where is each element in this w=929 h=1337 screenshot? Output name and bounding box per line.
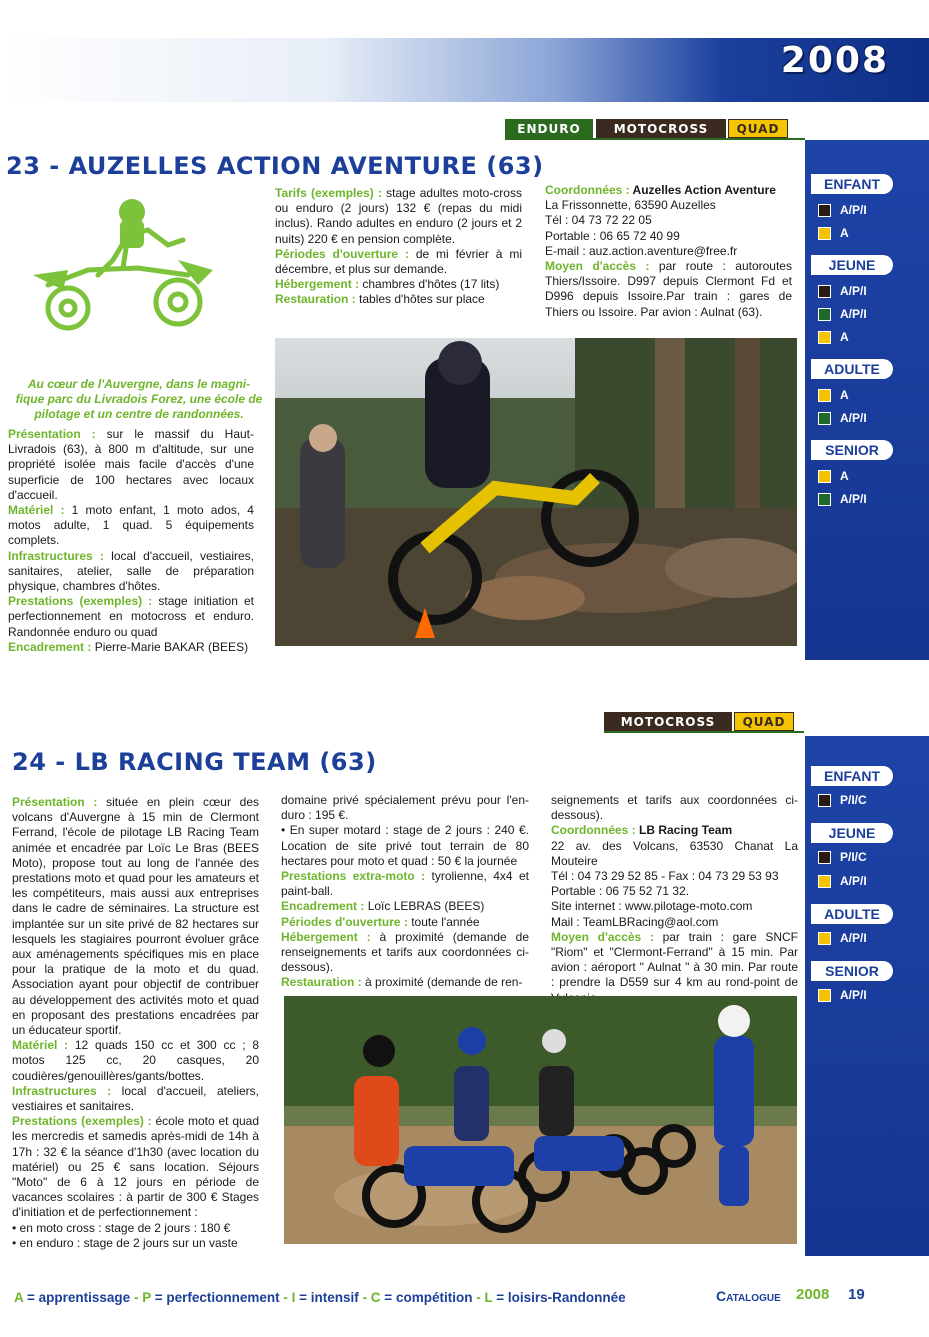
- field-label: Encadrement :: [281, 899, 365, 914]
- level-code: P/I/C: [840, 850, 867, 864]
- paragraph: [8, 549, 254, 595]
- field-value: E-mail : auz.action.aventure@free.fr: [545, 243, 738, 258]
- page-number: 19: [848, 1286, 865, 1303]
- level-color-box: [818, 794, 831, 807]
- level-color-box: [818, 989, 831, 1002]
- paragraph: [275, 247, 522, 277]
- level-code: A/P/I: [840, 307, 867, 321]
- field-value: domaine privé spécialement prévu pour l'en-duro : 195 €.: [281, 793, 529, 823]
- field-value: • En super motard : stage de 2 jours : 240 €. Location de site privé tout terrain de 80 hectares pour moto et quad : 50 € la journée: [281, 823, 529, 868]
- paragraph: [551, 899, 798, 914]
- tag-enduro: ENDURO: [505, 119, 593, 138]
- field-label: Prestations extra-moto :: [281, 869, 426, 884]
- catalogue-year: 2008: [796, 1286, 830, 1303]
- field-value: Auzelles Action Aventure: [629, 183, 776, 197]
- paragraph: [281, 899, 529, 914]
- paragraph: [281, 869, 529, 899]
- separator: -: [279, 1290, 292, 1305]
- field-label: Moyen d'accès :: [545, 259, 650, 274]
- field-label: Périodes d'ouverture :: [281, 914, 408, 929]
- field-value: de mi février à mi décembre, et plus sur demande.: [275, 246, 523, 277]
- field-label: Restauration :: [281, 975, 362, 990]
- motocross-kids-photo: [284, 996, 797, 1244]
- field-value: Site internet : www.pilotage-moto.com: [551, 899, 753, 914]
- field-value: Portable : 06 65 72 40 99: [545, 228, 680, 243]
- paragraph: [275, 186, 522, 247]
- level-color-box: [818, 308, 831, 321]
- equals: =: [23, 1290, 39, 1305]
- level-code: A: [840, 388, 849, 402]
- level-color-box: [818, 875, 831, 888]
- paragraph: [281, 975, 529, 990]
- age-category-senior: SENIOR: [811, 440, 893, 460]
- age-category-enfant: ENFANT: [811, 766, 893, 786]
- level-code: A: [840, 226, 849, 240]
- paragraph: [275, 292, 522, 307]
- field-value: sur le massif du Haut-Livradois (63), à 800 m d'altitude, sur une propriété isolée mais facile d'accès d'une superficie de 100 hectares avec locaux d'accueil.: [8, 427, 254, 502]
- level-row: [818, 492, 867, 506]
- section-title: 23 - AUZELLES ACTION AVENTURE (63): [6, 152, 544, 180]
- level-row: [818, 469, 849, 483]
- paragraph: [8, 594, 254, 640]
- field-label: Moyen d'accès :: [551, 929, 654, 944]
- field-label: Prestations (exemples) :: [12, 1114, 152, 1129]
- field-value: Loïc LEBRAS (BEES): [364, 899, 485, 914]
- field-label: Encadrement :: [8, 639, 92, 654]
- level-color-box: [818, 412, 831, 425]
- tag-motocross: MOTOCROSS: [596, 119, 726, 138]
- level-color-box: [818, 227, 831, 240]
- field-label: Matériel :: [12, 1038, 69, 1053]
- age-category-jeune: JEUNE: [811, 823, 893, 843]
- field-value: par train : gare SNCF "Riom" et "Clermont-Ferrand" à 15 min. Par avion : aéroport " Aulnat " à 30 min. Par route : prendre la D559 sur 4 km au rond-point de: [551, 929, 798, 990]
- level-color-box: [818, 851, 831, 864]
- paragraph: [551, 915, 798, 930]
- paragraph: [12, 1114, 259, 1220]
- year-banner: 2008: [780, 40, 889, 81]
- section-title: 24 - LB RACING TEAM (63): [12, 748, 377, 776]
- paragraph: [281, 915, 529, 930]
- level-color-box: [818, 470, 831, 483]
- paragraph: [8, 427, 254, 503]
- tag-quad: QUAD: [728, 119, 788, 138]
- field-value: Pierre-Marie BAKAR (BEES): [91, 639, 249, 654]
- level-color-box: [818, 331, 831, 344]
- equals: =: [295, 1290, 311, 1305]
- level-row: [818, 850, 867, 864]
- level-row: [818, 307, 867, 321]
- level-row: [818, 988, 867, 1002]
- field-label: Coordonnées :: [551, 823, 636, 838]
- paragraph: [12, 1038, 259, 1084]
- level-color-box: [818, 932, 831, 945]
- field-value: Tél : 04 73 72 22 05: [545, 213, 652, 228]
- field-value: 1 moto enfant, 1 moto ados, 4 motos adulte, 1 quad. 5 équipements complets.: [8, 503, 254, 548]
- legend-value: apprentissage: [38, 1290, 131, 1305]
- level-row: [818, 330, 849, 344]
- field-value: stage initiation et perfectionnement en motocross et enduro. Randonnée enduro ou quad: [8, 594, 254, 639]
- tag-rule: [604, 731, 804, 733]
- level-row: [818, 793, 867, 807]
- field-value: à proximité (demande de ren-: [361, 975, 523, 990]
- level-row: [818, 226, 849, 240]
- level-color-box: [818, 389, 831, 402]
- field-label: Présentation :: [12, 795, 98, 809]
- col3-text: [545, 183, 792, 320]
- field-value: tables d'hôtes sur place: [355, 292, 485, 307]
- enduro-photo: [275, 338, 797, 646]
- level-row: [818, 388, 849, 402]
- paragraph: [545, 213, 792, 228]
- paragraph: [12, 1084, 259, 1114]
- field-value: toute l'année: [407, 914, 480, 929]
- field-value: local d'accueil, ateliers, vestiaires et sanitaires.: [12, 1083, 259, 1114]
- field-value: seignements et tarifs aux coordonnées ci-dessous).: [551, 793, 798, 823]
- field-label: Restauration :: [275, 292, 356, 307]
- legend-value: perfectionnement: [166, 1290, 280, 1305]
- catalogue-label: Catalogue: [716, 1288, 781, 1304]
- field-value: école moto et quad les mercredis et samedis après-midi de 14h à 17h : 32 € la séance d'1h30 (avec location du matériel) ou 25 € sans location. Séjours "Moto" de 6 à 12 jours en période de vacances scolaires : à partir de 300 € Stages d'initiation et de perfectionnement :: [12, 1114, 260, 1220]
- field-value: stage adultes moto-cross ou enduro (2 jours) 132 € (repas du midi inclus). Rando adultes en enduro (2 jours et 2 nuits) 220 € en pension complète.: [275, 186, 522, 246]
- col3-text: [551, 793, 798, 1006]
- level-row: [818, 411, 867, 425]
- field-label: Hébergement :: [275, 277, 360, 292]
- level-code: A/P/I: [840, 874, 867, 888]
- level-code: A/P/I: [840, 203, 867, 217]
- legend-value: loisirs-Randonnée: [507, 1290, 626, 1305]
- paragraph: [551, 884, 798, 899]
- tag-motocross: MOTOCROSS: [604, 712, 732, 731]
- age-category-adulte: ADULTE: [811, 904, 893, 924]
- col1-text: [12, 795, 259, 1251]
- paragraph: [545, 244, 792, 259]
- paragraph: [281, 823, 529, 869]
- col1-text: [8, 427, 254, 655]
- legend-key: I: [291, 1290, 296, 1305]
- paragraph: [8, 503, 254, 549]
- equals: =: [492, 1290, 508, 1305]
- paragraph: [12, 795, 259, 1038]
- legend-key: C: [370, 1290, 381, 1305]
- field-label: Prestations (exemples) :: [8, 594, 153, 609]
- paragraph: [12, 1236, 259, 1251]
- field-value: LB Racing Team: [635, 823, 733, 838]
- level-row: [818, 931, 867, 945]
- equals: =: [380, 1290, 396, 1305]
- level-code: A: [840, 330, 849, 344]
- paragraph: [551, 823, 798, 838]
- field-label: Infrastructures :: [12, 1083, 112, 1098]
- level-code: A/P/I: [840, 492, 867, 506]
- level-code: A/P/I: [840, 411, 867, 425]
- paragraph: [545, 198, 792, 213]
- level-code: P/I/C: [840, 793, 867, 807]
- footer-legend: [14, 1290, 694, 1305]
- legend-key: L: [484, 1290, 493, 1305]
- paragraph: [551, 869, 798, 884]
- field-label: Périodes d'ouverture :: [275, 246, 409, 261]
- separator: -: [130, 1290, 143, 1305]
- field-value: Portable : 06 75 52 71 32.: [551, 884, 690, 899]
- equals: =: [150, 1290, 167, 1305]
- quad-rider-illustration: [28, 190, 218, 340]
- paragraph: [545, 259, 792, 320]
- col2-text: [275, 186, 522, 308]
- field-value: Tél : 04 73 29 52 85 - Fax : 04 73 29 53 93: [551, 869, 779, 884]
- field-label: Présentation :: [8, 427, 96, 441]
- age-category-enfant: ENFANT: [811, 174, 893, 194]
- separator: -: [358, 1290, 371, 1305]
- paragraph: [551, 930, 798, 1006]
- tag-rule: [505, 138, 805, 140]
- field-value: • en moto cross : stage de 2 jours : 180 €: [12, 1220, 231, 1235]
- legend-value: compétition: [395, 1290, 473, 1305]
- tag-quad: QUAD: [734, 712, 794, 731]
- field-value: tyrolienne, 4x4 et paint-ball.: [281, 869, 529, 899]
- field-value: à proximité (demande de renseignements et tarifs aux coordonnées ci-dessous).: [281, 929, 529, 975]
- paragraph: [12, 1221, 259, 1236]
- level-color-box: [818, 285, 831, 298]
- level-row: [818, 874, 867, 888]
- level-code: A/P/I: [840, 988, 867, 1002]
- field-label: Infrastructures :: [8, 548, 104, 563]
- level-code: A: [840, 469, 849, 483]
- field-value: par route : autoroutes Thiers/Issoire. D997 depuis Clermont Fd et D996 depuis Issoire.Par train : gares de Thiers ou Issoire. Par avion : Aulnat (63).: [545, 259, 792, 319]
- age-category-adulte: ADULTE: [811, 359, 893, 379]
- field-value: 12 quads 150 cc et 300 cc ; 8 motos 125 cc, 20 casques, 20 coudières/genouillères/gants/bottes.: [12, 1038, 259, 1083]
- col2-text: [281, 793, 529, 991]
- separator: -: [472, 1290, 485, 1305]
- field-value: Mail : TeamLBRacing@aol.com: [551, 914, 719, 929]
- field-value: chambres d'hôtes (17 lits): [359, 277, 500, 292]
- field-value: local d'accueil, vestiaires, sanitaires, atelier, salle de préparation physique, chambres d'hôtes.: [8, 548, 254, 594]
- legend-key: P: [142, 1290, 151, 1305]
- age-category-senior: SENIOR: [811, 961, 893, 981]
- level-row: [818, 203, 867, 217]
- paragraph: [275, 277, 522, 292]
- intro-text: Au cœur de l'Auvergne, dans le magni-fique parc du Livradois Forez, une école de pilotage et un centre de randonnées.: [15, 377, 263, 421]
- paragraph: [545, 183, 792, 198]
- level-code: A/P/I: [840, 931, 867, 945]
- paragraph: [281, 793, 529, 823]
- legend-key: A: [14, 1290, 24, 1305]
- field-label: Matériel :: [8, 503, 65, 518]
- paragraph: [545, 229, 792, 244]
- paragraph: [551, 839, 798, 869]
- level-code: A/P/I: [840, 284, 867, 298]
- field-value: située en plein cœur des volcans d'Auvergne à 15 min de Clermont Ferrand, l'école de pilotage LB Racing Team animée et encadrée par Loïc Le Bras (BEES Moto), propose tout au long de l'année des prestations moto et quad pour les amateurs et les compétiteurs, mais aussi aux entreprises dans le cadre de séminaires. La structure est implantée sur un site privé de 82 hectares sur lesquels les stagiaires pourront évoluer grâce aux aménagements spécifiques mis en place pour la pratique de la moto et du quad. Association ayant pour objectif de contribuer au développement des activités moto et quad en proposant des prestations encadrées par un éducateur sportif.: [12, 795, 259, 1038]
- field-value: 22 av. des Volcans, 63530 Chanat La Mouteire: [551, 838, 798, 868]
- level-row: [818, 284, 867, 298]
- paragraph: [8, 640, 254, 655]
- field-label: Tarifs (exemples) :: [275, 186, 382, 200]
- age-category-jeune: JEUNE: [811, 255, 893, 275]
- legend-value: intensif: [310, 1290, 359, 1305]
- paragraph: [551, 793, 798, 823]
- field-value: La Frissonnette, 63590 Auzelles: [545, 198, 716, 213]
- level-color-box: [818, 493, 831, 506]
- level-color-box: [818, 204, 831, 217]
- field-value: • en enduro : stage de 2 jours sur un vaste: [12, 1235, 238, 1250]
- field-label: Coordonnées :: [545, 183, 630, 197]
- paragraph: [281, 930, 529, 976]
- field-label: Hébergement :: [281, 929, 371, 944]
